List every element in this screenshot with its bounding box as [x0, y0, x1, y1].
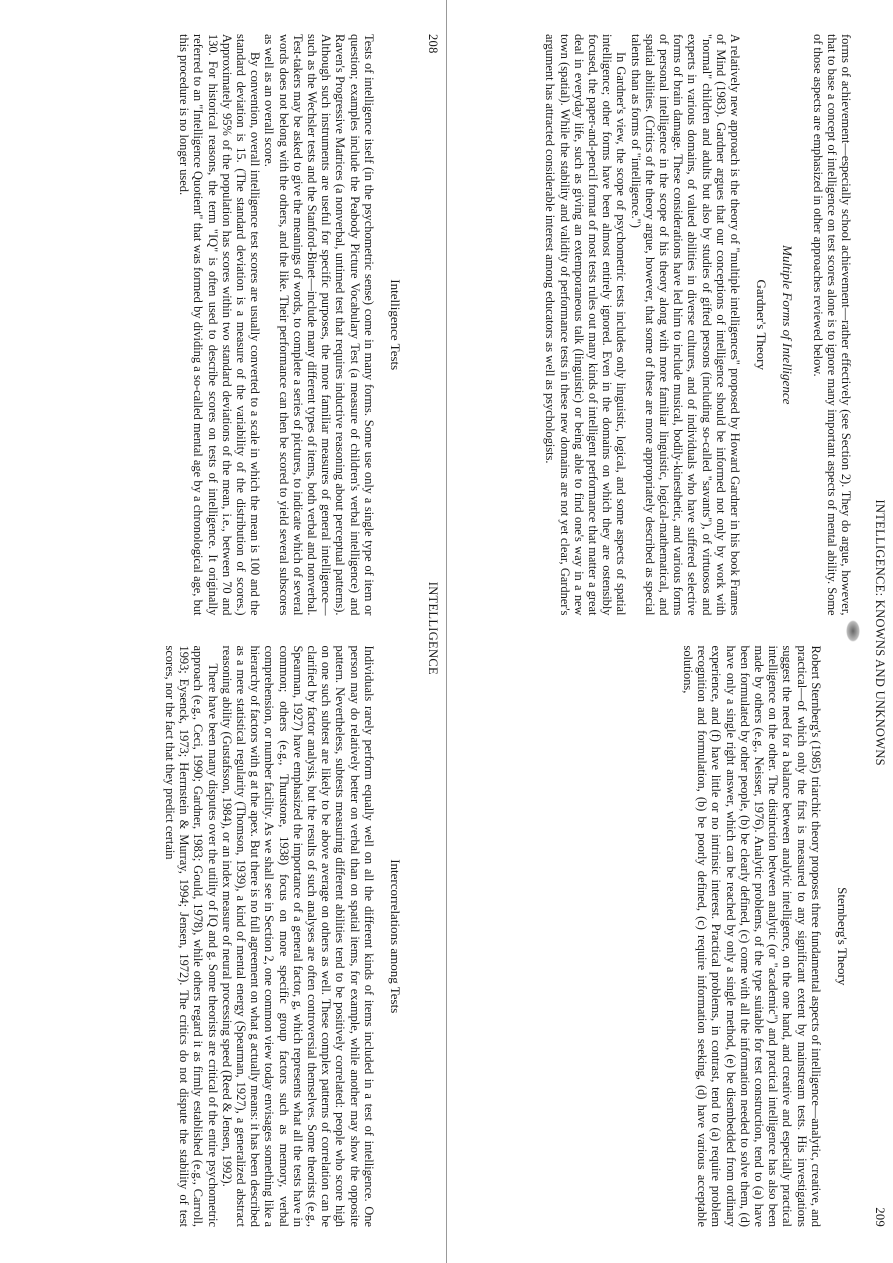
left-running-header — [418, 34, 440, 1227]
paragraph: By convention, overall intelligence test scores are usually converted to a scale in which the mean is 100 and the standard deviation is 15. (The standard deviation is a measure of the variability of the distribution of scores.) Approximately 95% of the population has scores within two standard deviations of the mean, i.e., between 70 and 130. For historical reasons, the term "IQ" is often used to describe scores on tests of intelligence. It originally referred to an "Intelligence Quotient" that was formed by dividing a so-called mental age by a chronological age, but this procedure is no longer used. — [177, 34, 263, 616]
heading-multiple-forms: Multiple Forms of Intelligence — [780, 245, 796, 405]
heading-gardners-theory: Gardner's Theory — [754, 279, 770, 371]
heading-intercorrelations: Intercorrelations among Tests — [388, 859, 403, 1014]
running-head-left: INTELLIGENCE — [426, 581, 440, 675]
left-column-1 — [163, 34, 406, 616]
page-number-left: 208 — [426, 34, 440, 54]
left-page — [6, 0, 446, 1263]
running-head-right: INTELLIGENCE: KNOWNS AND UNKNOWNS — [873, 499, 887, 766]
paragraph: In Gardner's view, the scope of psychometric tests includes only linguistic, logical, and some aspects of spatial intelligence; other forms have been almost entirely ignored. Even in the domains on which they are ostensibly focused, the paper-and-pencil format of most tests rules out many kinds of intelligent performance that matter a great deal in everyday life, such as giving an extemporaneous talk (linguistic) or being able to find one's way in a new town (spatial). While the stability and validity of performance tests in these new domains are not yet clear, Gardner's argument has attracted considerable interest among educators as well as psychologists. — [543, 34, 629, 616]
paragraph-continuation: forms of achievement—especially school achievement—rather effectively (see Section 2). They do argue, however, that to base a concept of intelligence on test scores alone is to ignore many important aspects of mental ability. Some of those aspects are emphasized in other approaches reviewed below. — [810, 34, 853, 616]
paragraph: Tests of intelligence itself (in the psychometric sense) come in many forms. Some use only a single type of item or question; examples include the Peabody Picture Vocabulary Test (a measure of children's verbal intelligence) and Raven's Progressive Matrices (a nonverbal, untimed test that requires inductive reasoning about perceptual patterns). Although such instruments are useful for specific purposes, the more familiar measures of general intelligence—such as the Wechsler tests and the Stanford-Binet—include many different types of items, both verbal and nonverbal. Test-takers may be asked to give the meanings of words, to complete a series of pictures, to indicate which of several words does not belong with the others, and the like. Their performance can then be scored to yield several subscores as well as an overall score. — [262, 34, 376, 616]
right-column-2 — [543, 646, 853, 1228]
page-gutter — [446, 0, 447, 1263]
heading-intelligence-tests: Intelligence Tests — [388, 279, 403, 371]
paragraph: Robert Sternberg's (1985) triarchic theory proposes three fundamental aspects of intelligence—analytic, creative, and practical—of which only the first is measured to any significant extent by mainstream tests. His investigations suggest the need for a balance between analytic intelligence, on the one hand, and creative and especially practical intelligence on the other. The distinction between analytic (or "academic") and practical intelligence has also been made by others (e.g., Neisser, 1976). Analytic problems, of the type suitable for test construction, tend to (a) have been formulated by other people, (b) be clearly defined, (c) come with all the information needed to solve them, (d) have only a single right answer, which can be reached by only a single method, (e) be disembedded from ordinary experience, and (f) have little or no intrinsic interest. Practical problems, in contrast, tend to (a) require problem recognition and formulation, (b) be poorly defined, (c) require information seeking, (d) have various acceptable solutions, — [680, 645, 823, 1227]
right-running-header — [865, 34, 887, 1227]
page-number-right: 209 — [873, 1207, 887, 1227]
left-column-2 — [163, 646, 406, 1228]
paragraph: A relatively new approach is the theory of "multiple intelligences" proposed by Howard Gardner in his book Frames of Mind (1983). Gardner argues that our conceptions of intelligence should be informed not only by work with "normal" children and adults but also by studies of gifted persons (including so-called "savants"), of virtuosos and experts in various domains, of valued abilities in diverse cultures, and of individuals who have suffered selective forms of brain damage. These considerations have led him to include musical, bodily-kinesthetic, and various forms of personal intelligence in the scope of his theory along with more familiar linguistic, logical-mathematical, and spatial abilities. (Critics of the theory argue, however, that some of these are more appropriately described as special talents than as forms of "intelligence.") — [628, 34, 742, 616]
heading-sternbergs-theory: Sternberg's Theory — [835, 887, 850, 986]
paragraph: Individuals rarely perform equally well on all the different kinds of items included in a test of intelligence. One person may do relatively better on verbal than on spatial items, for example, while another may show the opposite pattern. Nevertheless, subtests measuring different abilities tend to be positively correlated: people who score high on one such subtest are likely to be above average on others as well. These complex patterns of correlation can be clarified by factor analysis, but the results of such analyses are often controversial themselves. Some theorists (e.g., Spearman, 1927) have emphasized the importance of a general factor, g, which represents what all the tests have in common; others (e.g., Thurstone, 1938) focus on more specific group factors such as memory, verbal comprehension, or number facility. As we shall see in Section 2, one common view today envisages something like a hierarchy of factors with g at the apex. But there is no full agreement on what g actually means: it has been described as a mere statistical regularity (Thomson, 1939), a kind of mental energy (Spearman, 1927), a generalized abstract reasoning ability (Gustafsson, 1984), or an index measure of neural processing speed (Reed & Jensen, 1992). — [219, 645, 376, 1227]
right-page — [453, 0, 893, 1263]
right-column-1 — [543, 34, 853, 616]
paragraph: There have been many disputes over the utility of IQ and g. Some theorists are critical of the entire psychometric approach (e.g., Ceci, 1990; Gardner, 1983; Gould, 1978), while others regard it as firmly established (e.g., Carroll, 1993; Eysenck, 1973; Herrnstein & Murray, 1994; Jensen, 1972). The critics do not dispute the stability of test scores, nor the fact that they predict certain — [162, 645, 220, 1227]
